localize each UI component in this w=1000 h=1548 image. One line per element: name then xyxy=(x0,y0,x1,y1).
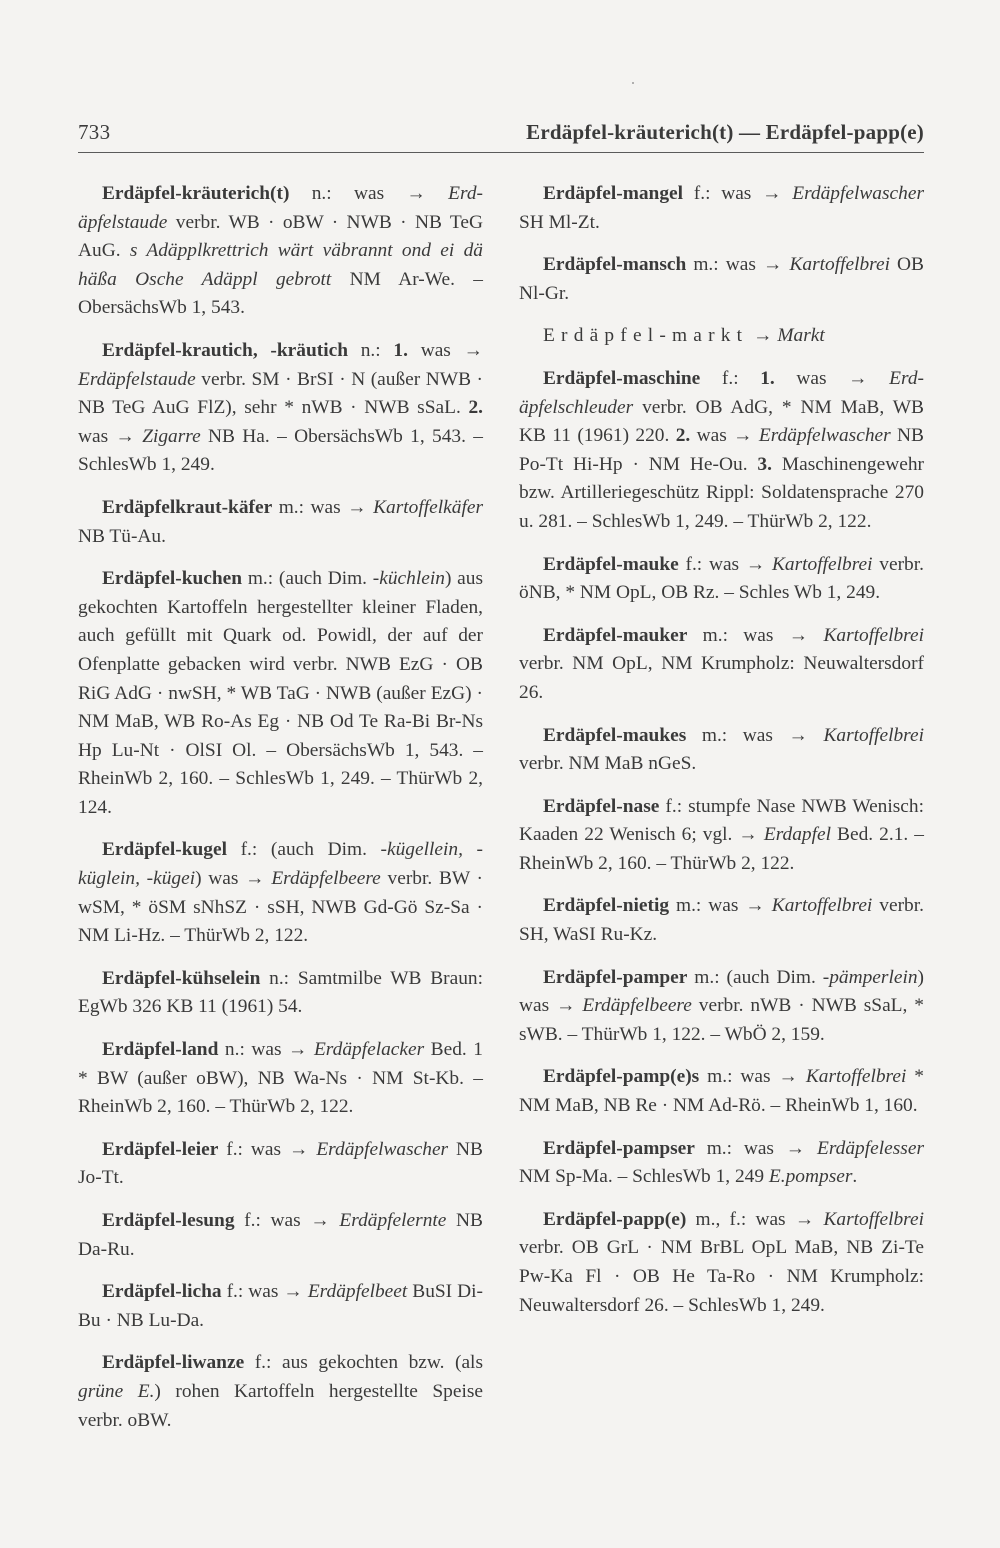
entry-definition: f.: was → Erdäpfelernte NB Da-Ru. xyxy=(78,1210,483,1260)
dictionary-entry xyxy=(519,551,924,608)
entry-headword: Erdäpfel-maukes xyxy=(543,724,687,746)
running-head: Erdäpfel-kräuterich(t) — Erdäpfel-papp(e) xyxy=(526,120,924,144)
dictionary-entry xyxy=(519,180,924,237)
entry-definition: f.: stumpfe Nase NWB Wenisch: Kaaden 22 Wenisch 6; vgl. → Erdapfel Bed. 2.1. – RheinWb 2, 160. – ThürWb 2, 122. xyxy=(519,795,924,874)
entry-definition: f.: was → Erdäpfelbeet BuSI Di-Bu · NB Lu-Da. xyxy=(78,1281,483,1331)
dictionary-entry xyxy=(78,965,483,1022)
entry-headword: Erdäpfel-kugel xyxy=(102,839,227,861)
page-header xyxy=(78,118,924,153)
entry-definition: f.: 1. was → Erdäpfelschleuder verbr. OB AdG, * NM MaB, WB KB 11 (1961) 220. 2. was → Erdäpfelwascher NB Po-Tt Hi-Hp · NM He-Ou. 3. Maschinengewehr bzw. Artilleriegeschütz Rippl: Soldatensprache 270 u. 281. – SchlesWb 1, 249. – ThürWb 2, 122. xyxy=(519,367,925,532)
entry-headword: Erdäpfel-lesung xyxy=(102,1210,235,1231)
dictionary-entry xyxy=(78,1136,483,1193)
entry-headword: Erdäpfel-pamper xyxy=(543,966,688,988)
dictionary-entry xyxy=(519,622,924,708)
entry-headword: Erdäpfel-nietig xyxy=(543,895,670,917)
entry-definition: → Markt xyxy=(748,325,825,347)
entry-definition: f.: was → Erdäpfelwascher SH Ml-Zt. xyxy=(519,183,924,233)
dictionary-entry xyxy=(78,1036,483,1122)
dictionary-entry xyxy=(519,1206,924,1320)
entry-headword: Erdäpfel-licha xyxy=(102,1281,222,1303)
entry-definition: m.: was → Kartoffelbrei * NM MaB, NB Re · NM Ad-Rö. – RheinWb 1, 160. xyxy=(519,1066,924,1117)
entry-headword: Erdäpfel-mangel xyxy=(543,183,684,204)
dictionary-entry xyxy=(78,836,483,950)
dictionary-entry xyxy=(519,365,924,537)
entry-headword: Erdäpfel-pampser xyxy=(543,1137,695,1159)
dictionary-entry xyxy=(78,337,483,480)
entry-definition: m.: was → Kartoffelbrei verbr. NM MaB nGeS. xyxy=(519,724,924,775)
entry-definition: n.: Samtmilbe WB Braun: EgWb 326 KB 11 (1961) 54. xyxy=(78,967,483,1018)
dictionary-entry xyxy=(78,1349,483,1435)
entry-headword: Erdäpfel-krautich, -kräutich xyxy=(102,339,348,361)
entry-headword: Erdäpfel-leier xyxy=(102,1138,219,1160)
dictionary-entry xyxy=(78,1207,483,1264)
entry-definition: m.: was → Erdäpfelesser NM Sp-Ma. – SchlesWb 1, 249 E.pompser. xyxy=(519,1137,924,1188)
entry-definition: f.: was → Kartoffelbrei verbr. öNB, * NM OpL, OB Rz. – Schles Wb 1, 249. xyxy=(519,553,924,604)
entry-headword: Erdäpfel-kräuterich(t) xyxy=(102,183,290,204)
dictionary-entry xyxy=(519,964,924,1050)
dictionary-entry xyxy=(78,180,483,323)
entry-headword: Erdäpfel-liwanze xyxy=(102,1352,245,1374)
dictionary-entry xyxy=(519,793,924,879)
entry-definition: m.: was → Kartoffelbrei verbr. SH, WaSI Ru-Kz. xyxy=(519,895,924,946)
entry-definition: f.: was → Erdäpfelwascher NB Jo-Tt. xyxy=(78,1138,483,1189)
entry-definition: m.: (auch Dim. -pämperlein) was → Erdäpfelbeere verbr. nWB · NWB sSaL, * sWB. – ThürWb 1, 122. – WbÖ 2, 159. xyxy=(519,966,924,1045)
entry-headword: Erdäpfel-markt xyxy=(543,325,749,347)
entry-headword: Erdäpfel-nase xyxy=(543,795,660,817)
entry-headword: Erdäpfel-mauker xyxy=(543,624,688,646)
left-column xyxy=(78,180,483,1449)
entry-definition: m.: (auch Dim. -küchlein) aus gekochten Kartoffeln hergestellter kleiner Fladen, auch gefüllt mit Quark od. Powidl, der auf der Ofenplatte gebacken wird verbr. NWB EzG · OB RiG AdG · nwSH, * WB TaG · NWB (außer EzG) · NM MaB, WB Ro-As Eg · NB Od Te Ra-Bi Br-Ns Hp Lu-Nt · OlSI Ol. – ObersächsWb 1, 543. – RheinWb 2, 160. – SchlesWb 1, 249. – ThürWb 2, 124. xyxy=(78,568,483,818)
entry-definition: n.: was → Erdäpfelacker Bed. 1 * BW (außer oBW), NB Wa-Ns · NM St-Kb. – RheinWb 2, 160. – ThürWb 2, 122. xyxy=(78,1039,483,1118)
dictionary-entry xyxy=(519,1063,924,1120)
paper-speck xyxy=(632,82,634,84)
right-column xyxy=(519,180,924,1334)
entry-definition: n.: was → Erdäpfelstaude verbr. WB · oBW · NWB · NB TeG AuG. s Adäpplkrettrich wärt väbrannt ond ei dä häßa Osche Adäppl gebrott NM Ar-We. – ObersächsWb 1, 543. xyxy=(78,183,483,319)
entry-headword: Erdäpfel-papp(e) xyxy=(543,1208,687,1230)
entry-definition: m.: was → Kartoffelbrei verbr. NM OpL, NM Krumpholz: Neuwaltersdorf 26. xyxy=(519,624,924,703)
entry-definition: m.: was → Kartoffelkäfer NB Tü-Au. xyxy=(78,496,483,547)
dictionary-entry xyxy=(78,565,483,822)
entry-headword: Erdäpfel-maschine xyxy=(543,367,701,389)
entry-headword: Erdäpfelkraut-käfer xyxy=(102,496,273,518)
dictionary-entry xyxy=(78,494,483,551)
dictionary-entry xyxy=(519,892,924,949)
entry-definition: m.: was → Kartoffelbrei OB Nl-Gr. xyxy=(519,254,924,304)
entry-definition: f.: (auch Dim. -kügellein, -küglein, -kügei) was → Erdäpfelbeere verbr. BW · wSM, * öSM sNhSZ · sSH, NWB Gd-Gö Sz-Sa · NM Li-Hz. – ThürWb 2, 122. xyxy=(78,839,484,947)
entry-headword: Erdäpfel-mansch xyxy=(543,254,687,276)
dictionary-entry xyxy=(519,322,924,351)
entry-headword: Erdäpfel-land xyxy=(102,1039,219,1061)
dictionary-entry xyxy=(519,722,924,779)
entry-definition: m., f.: was → Kartoffelbrei verbr. OB GrL · NM BrBL OpL MaB, NB Zi-Te Pw-Ka Fl · OB He Ta-Ro · NM Krumpholz: Neuwaltersdorf 26. – SchlesWb 1, 249. xyxy=(519,1208,924,1316)
entry-definition: n.: 1. was → Erdäpfelstaude verbr. SM · BrSI · N (außer NWB · NB TeG AuG FlZ), sehr * nWB · NWB sSaL. 2. was → Zigarre NB Ha. – ObersächsWb 1, 543. – SchlesWb 1, 249. xyxy=(78,339,483,476)
entry-headword: Erdäpfel-mauke xyxy=(543,553,679,575)
dictionary-entry xyxy=(519,251,924,308)
dictionary-entry xyxy=(519,1135,924,1192)
entry-headword: Erdäpfel-kuchen xyxy=(102,568,243,590)
page-number: 733 xyxy=(78,120,111,144)
entry-definition: f.: aus gekochten bzw. (als grüne E.) rohen Kartoffeln hergestellte Speise verbr. oBW. xyxy=(78,1352,484,1431)
entry-headword: Erdäpfel-kühselein xyxy=(102,967,261,989)
dictionary-entry xyxy=(78,1278,483,1335)
entry-headword: Erdäpfel-pamp(e)s xyxy=(543,1066,700,1088)
